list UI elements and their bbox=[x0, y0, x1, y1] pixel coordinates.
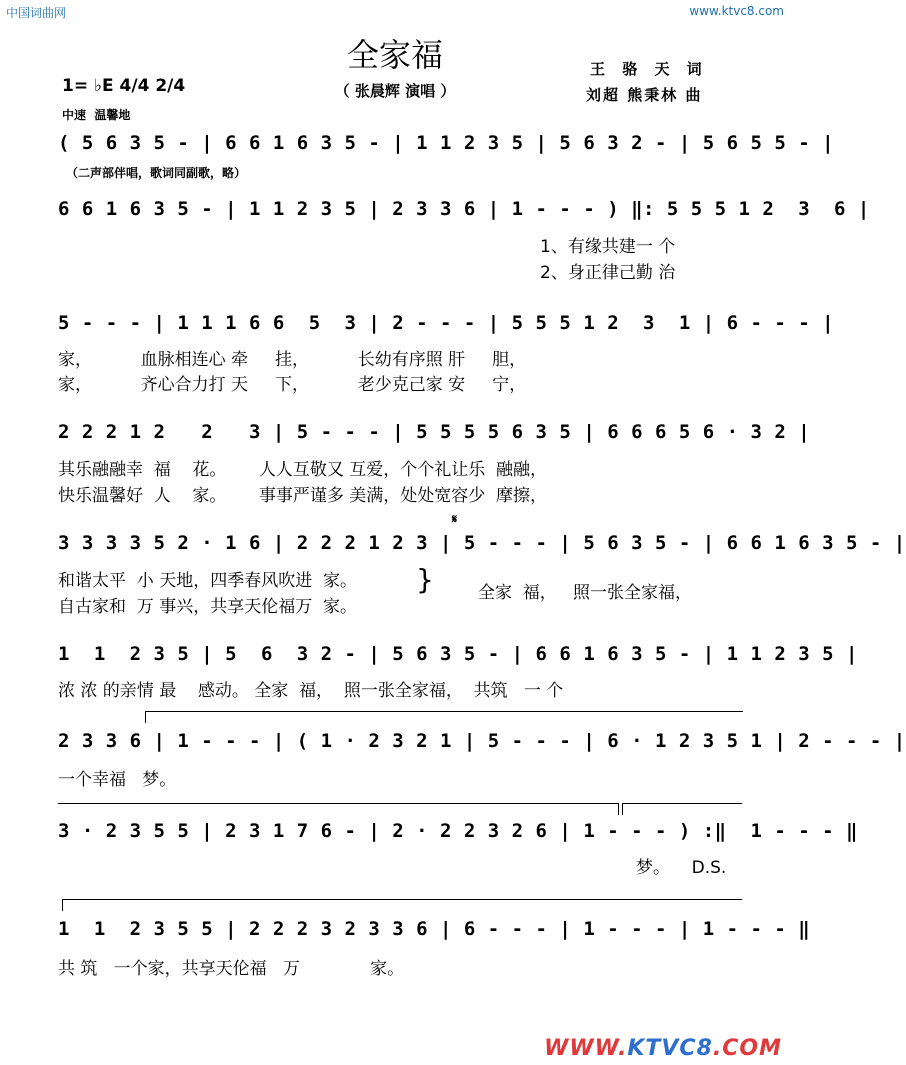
tempo-marking: 中速 温馨地 bbox=[62, 108, 131, 122]
score-row-2: 6 6 1 6 3 5 - | 1 1 2 3 5 | 2 3 3 6 | 1 - - - ) ‖: 5 5 5 1 2 3 6 | bbox=[58, 198, 870, 220]
lyric-row-5-verse-1: 和谐太平 小 天地，四季春风吹进 家。 bbox=[58, 571, 358, 591]
lyric-row-7: 一个幸福 梦。 bbox=[58, 770, 177, 790]
lyric-chorus-intro: 全家 福， 照一张全家福， bbox=[478, 583, 693, 603]
lyric-row-8: 梦。 D.S. bbox=[636, 858, 727, 878]
score-row-3: 5 - - - | 1 1 1 6 6 5 3 | 2 - - - | 5 5 5 1 2 3 1 | 6 - - - | bbox=[58, 312, 835, 334]
lyric-row-9: 共 筑 一个家，共享天伦福 万 家。 bbox=[58, 959, 405, 979]
first-ending-end bbox=[618, 803, 619, 815]
first-ending-bracket bbox=[145, 711, 743, 712]
score-row-6: 1 1 2 3 5 | 5 6 3 2 - | 5 6 3 5 - | 6 6 1 6 3 5 - | 1 1 2 3 5 | bbox=[58, 643, 858, 665]
lyric-row-5-verse-2: 自古家和 万 事兴，共享天伦福万 家。 bbox=[58, 597, 358, 617]
brace: } bbox=[416, 563, 434, 596]
lyric-row-3-verse-2: 家， 齐心合力打 天 下， 老少克己家 安 宁， bbox=[58, 375, 527, 395]
score-row-5: 3 3 3 3 5 2 · 1 6 | 2 2 2 1 2 3 | 5 - - - | 5 6 3 5 - | 6 6 1 6 3 5 - | bbox=[58, 532, 906, 554]
first-ending-continuation bbox=[58, 803, 618, 804]
lyric-row-2-verse-1: 1、有缘共建一 个 bbox=[540, 237, 676, 257]
score-row-8: 3 · 2 3 5 5 | 2 3 1 7 6 - | 2 · 2 2 3 2 6 | 1 - - - ) :‖ 1 - - - ‖ bbox=[58, 820, 858, 842]
accompaniment-note: （二声部伴唱，歌词同副歌，略） bbox=[66, 166, 247, 180]
second-ending-start bbox=[622, 803, 623, 815]
coda-bracket bbox=[62, 899, 742, 900]
composer-credit: 刘超 熊秉林 曲 bbox=[586, 86, 703, 104]
singer-credit: （ 张晨辉 演唱 ） bbox=[334, 82, 456, 100]
score-row-1: ( 5 6 3 5 - | 6 6 1 6 3 5 - | 1 1 2 3 5 | 5 6 3 2 - | 5 6 5 5 - | bbox=[58, 132, 835, 154]
coda-bracket-start bbox=[62, 899, 63, 911]
score-row-7: 2 3 3 6 | 1 - - - | ( 1 · 2 3 2 1 | 5 - - - | 6 · 1 2 3 5 1 | 2 - - - | bbox=[58, 730, 906, 752]
lyricist-credit: 王 骆 天 词 bbox=[590, 60, 708, 78]
lyric-row-4-verse-2: 快乐温馨好 人 家。 事事严谨多 美满，处处宽容少 摩擦， bbox=[58, 486, 548, 506]
song-title: 全家福 bbox=[346, 36, 443, 74]
score-row-4: 2 2 2 1 2 2 3 | 5 - - - | 5 5 5 5 6 3 5 | 6 6 6 5 6 · 3 2 | bbox=[58, 421, 811, 443]
site-watermark-left: 中国词曲网 bbox=[6, 6, 67, 20]
first-ending-start bbox=[145, 711, 146, 723]
lyric-row-6: 浓 浓 的亲情 最 感动。 全家 福， 照一张全家福， 共筑 一 个 bbox=[58, 681, 564, 701]
segno-mark: 𝄋 bbox=[452, 512, 458, 526]
second-ending-bracket bbox=[622, 803, 742, 804]
lyric-row-3-verse-1: 家， 血脉相连心 牵 挂， 长幼有序照 肝 胆， bbox=[58, 350, 527, 370]
key-signature: 1= ♭E 4/4 2/4 bbox=[62, 76, 186, 96]
site-watermark-right: www.ktvc8.com bbox=[689, 4, 784, 18]
lyric-row-4-verse-1: 其乐融融幸 福 花。 人人互敬又 互爱，个个礼让乐 融融， bbox=[58, 460, 548, 480]
lyric-row-2-verse-2: 2、身正律己勤 治 bbox=[540, 263, 676, 283]
score-row-9: 1 1 2 3 5 5 | 2 2 2 3 2 3 3 6 | 6 - - - | 1 - - - | 1 - - - ‖ bbox=[58, 918, 811, 940]
bottom-watermark: WWW.KTVC8.COM bbox=[544, 1036, 782, 1061]
